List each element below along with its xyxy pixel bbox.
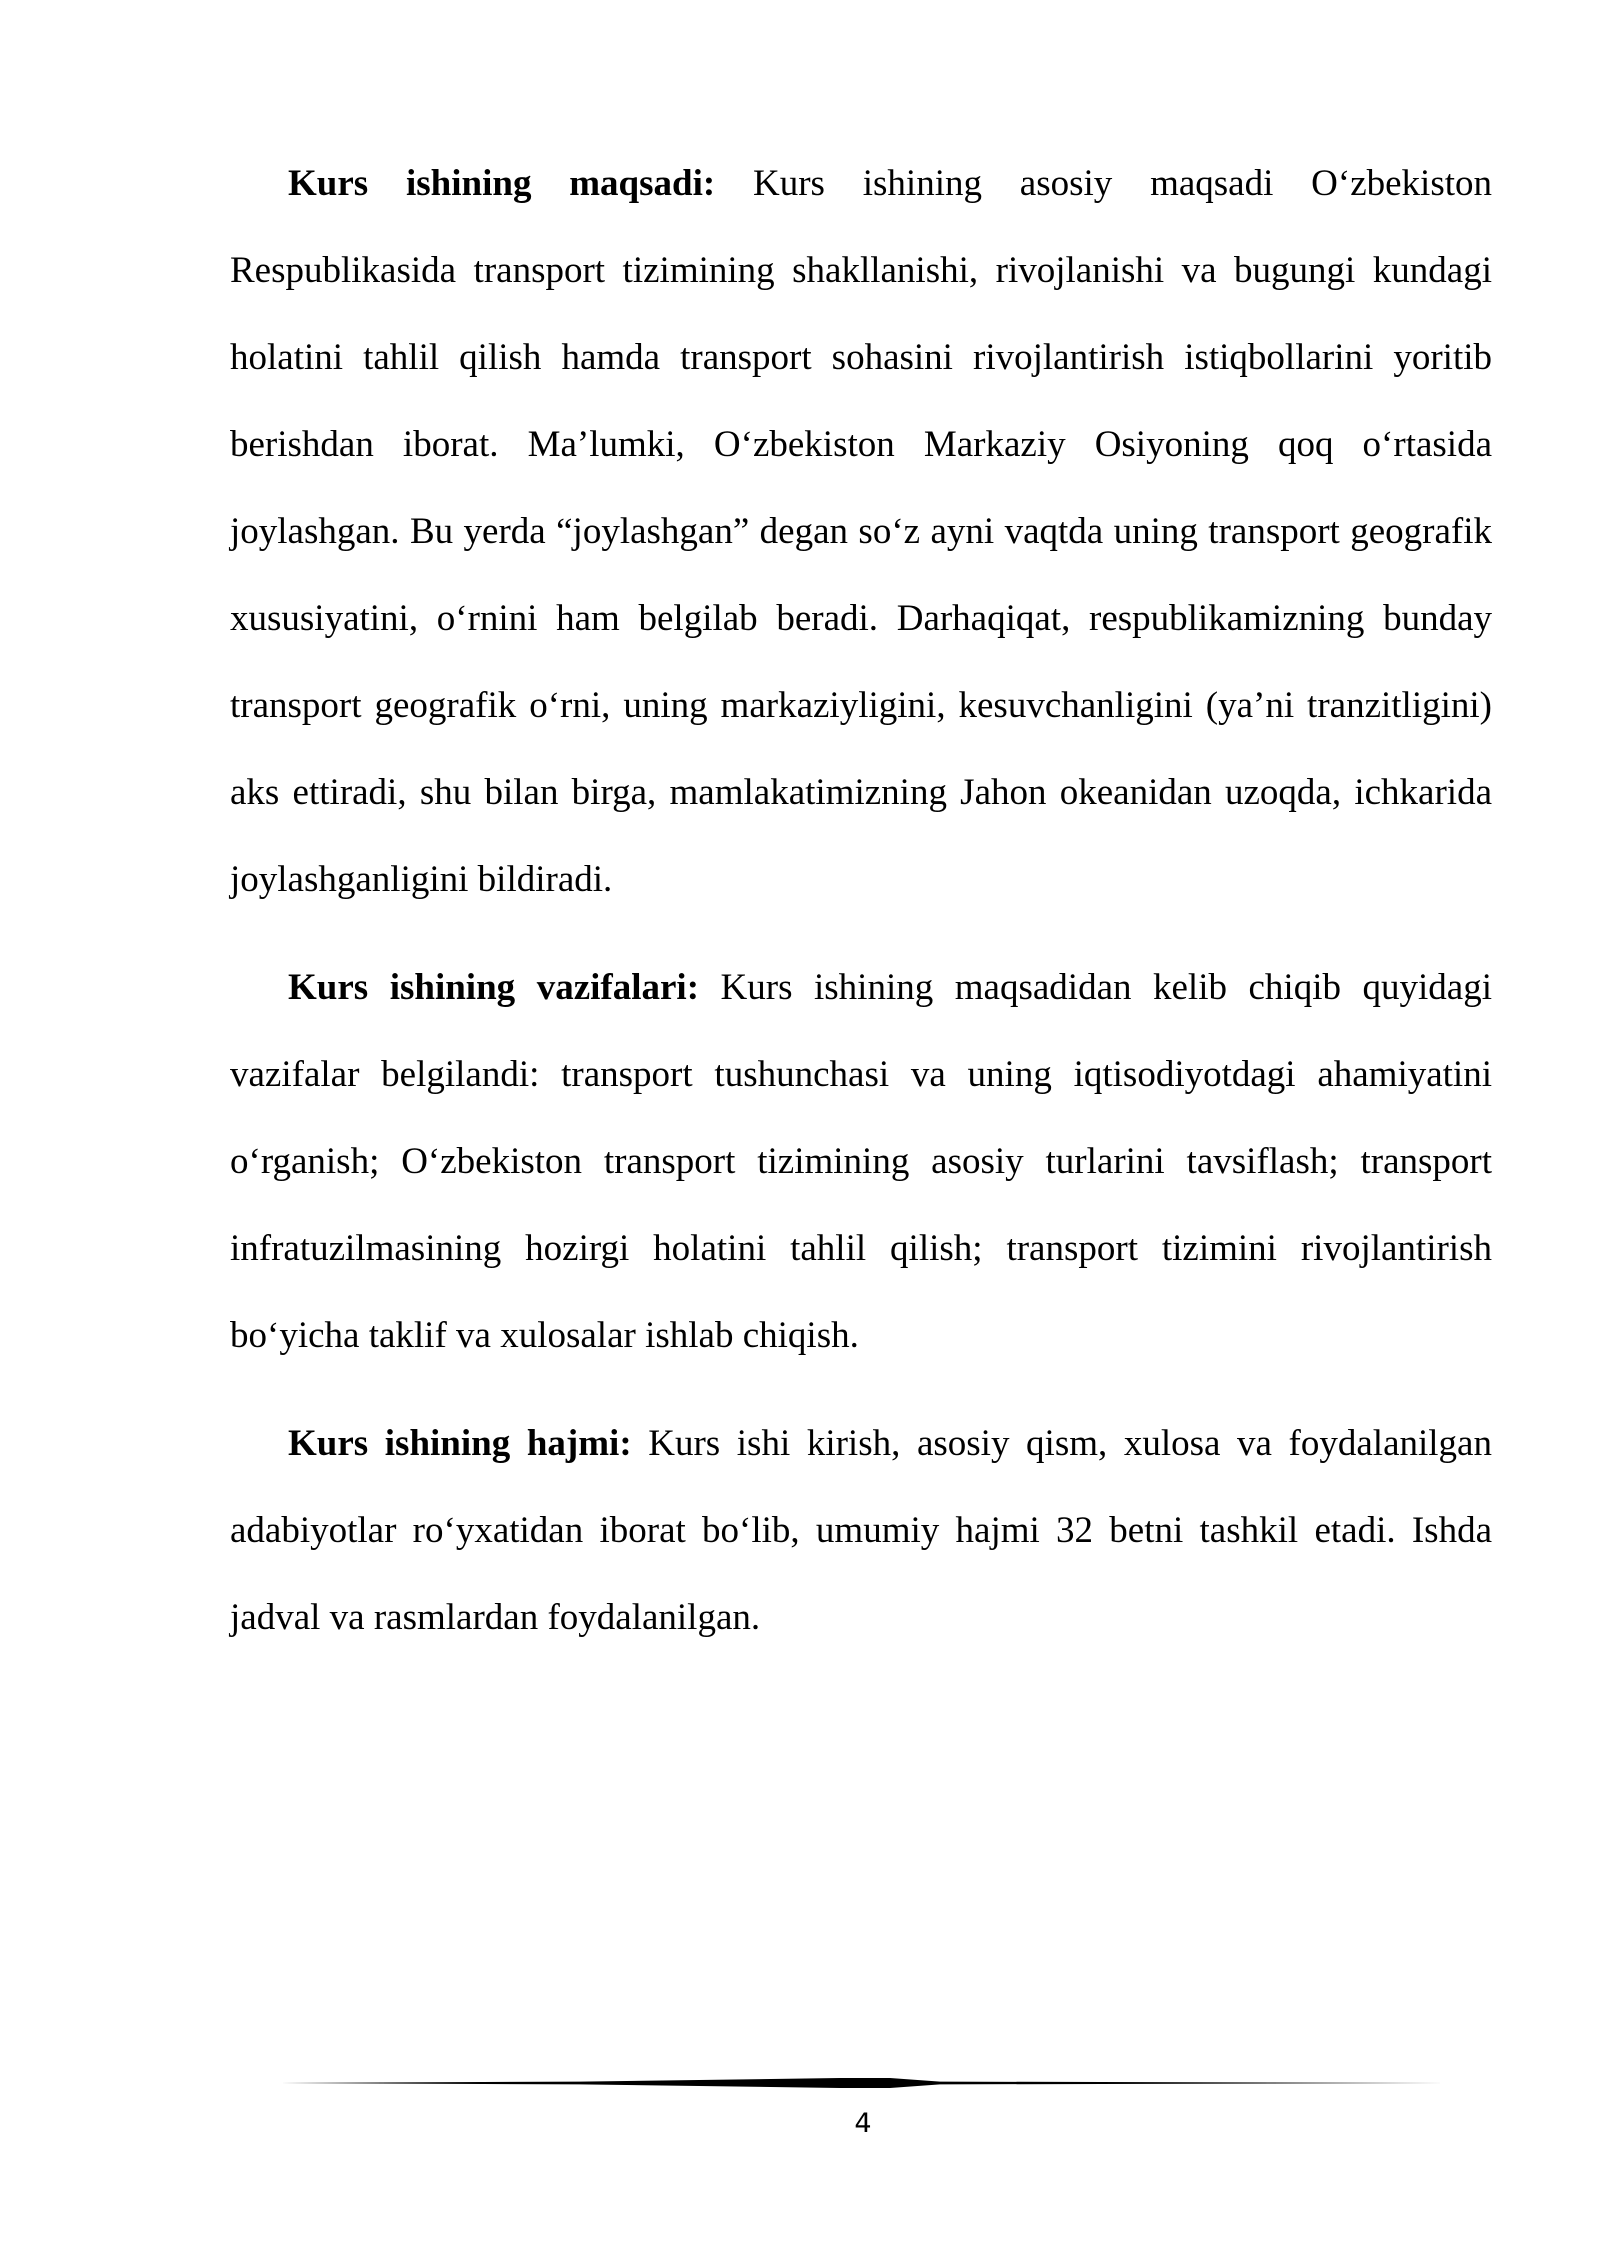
paragraph-heading: Kurs ishining maqsadi: — [288, 163, 716, 204]
paragraph-heading: Kurs ishining vazifalari: — [288, 967, 700, 1008]
paragraph-heading: Kurs ishining hajmi: — [288, 1423, 632, 1464]
paragraph-vazifalari — [230, 944, 1492, 1379]
paragraph-text: Kurs ishining maqsadidan kelib chiqib quyidagi vazifalar belgilandi: transport tushunchasi va uning iqtisodiyotdagi ahamiyatini o‘rganish; O‘zbekiston transport tizimining asosiy turlarini tavsiflash; transport infratuzilmasining hozirgi holatini tahlil qilish; transport tizimini rivojlantirish bo‘yicha taklif va xulosalar ishlab chiqish. — [230, 967, 1492, 1356]
paragraph-text: Kurs ishining asosiy maqsadi O‘zbekiston Respublikasida transport tizimining shakllanishi, rivojlanishi va bugungi kundagi holatini tahlil qilish hamda transport sohasini rivojlantirish istiqbollarini yoritib berishdan iborat. Ma’lumki, O‘zbekiston Markaziy Osiyoning qoq o‘rtasida joylashgan. Bu yerda “joylashgan” degan so‘z ayni vaqtda uning transport geografik xususiyatini, o‘rnini ham belgilab beradi. Darhaqiqat, respublikamizning bunday transport geografik o‘rni, uning markaziyligini, kesuvchanligini (ya’ni tranzitligini) aks ettiradi, shu bilan birga, mamlakatimizning Jahon okeanidan uzoqda, ichkarida joylashganligini bildiradi. — [230, 163, 1493, 900]
footer-divider — [280, 2077, 1445, 2089]
paragraph-text: Kurs ishi kirish, asosiy qism, xulosa va foydalanilgan adabiyotlar ro‘yxatidan iborat bo‘lib, umumiy hajmi 32 betni tashkil etadi. Ishda jadval va rasmlardan foydalanilgan. — [230, 1423, 1492, 1638]
page-number: 4 — [854, 2108, 872, 2139]
body-text — [230, 140, 1492, 1661]
paragraph-maqsadi — [230, 140, 1492, 923]
paragraph-hajmi — [230, 1400, 1492, 1661]
